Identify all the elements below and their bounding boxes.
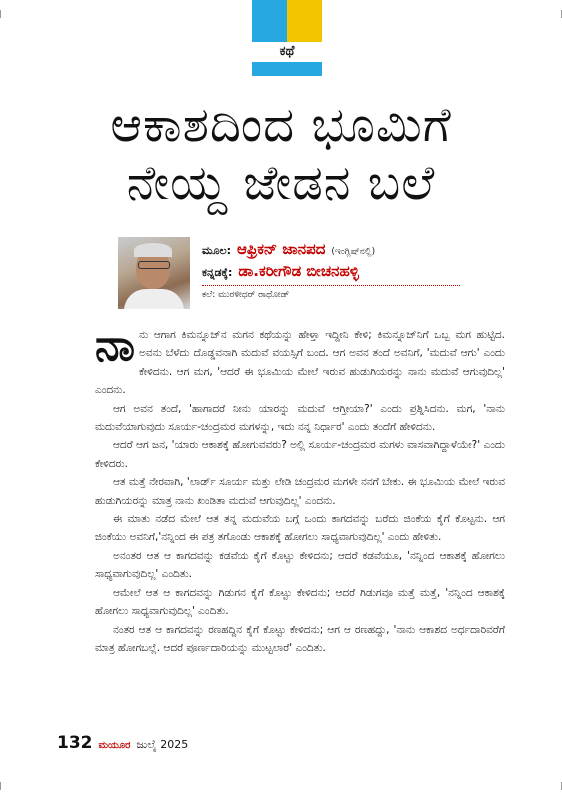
title-line-2: ನೇಯ್ದ ಜೇಡನ ಬಲೆ xyxy=(126,155,436,211)
page-number: 132 xyxy=(57,733,93,753)
translator-row xyxy=(202,262,502,284)
article-body xyxy=(95,320,505,657)
source-value: ಆಫ್ರಿಕನ್ ಜಾನಪದ xyxy=(237,240,326,258)
tag-blue-block xyxy=(252,0,287,42)
paragraph: ನಂತರ ಆತ ಆ ಕಾಗದವನ್ನು ರಣಹದ್ದಿನ ಕೈಗೆ ಕೊಟ್ಟು ಕೇಳಿದನು; ಆಗ ಆ ರಣಹದ್ದು, 'ನಾನು ಆಕಾಶದ ಅರ್ಧದಾರಿವರೆಗೆ ಮಾತ್ರ ಹೋಗಬಲ್ಲೆ. ಆದರೆ ಪೂರ್ಣದಾರಿಯನ್ನು ಮುಟ್ಟಲಾರೆ' ಎಂದಿತು. xyxy=(95,623,505,654)
tag-yellow-block xyxy=(287,0,322,42)
crop-mark xyxy=(0,10,1,18)
paragraph: ಈ ಮಾತು ನಡೆದ ಮೇಲೆ ಆತ ತನ್ನ ಮದುವೆಯ ಬಗ್ಗೆ ಒಂದು ಕಾಗದವನ್ನು ಬರೆದು ಜಿಂಕೆಯ ಕೈಗೆ ಕೊಟ್ಟನು. ಆಗ ಜಿಂಕೆಯು ಅವನಿಗೆ,'ನನ್ನಿಂದ ಈ ಪತ್ರ ತಗೊಂಡು ಆಕಾಶಕ್ಕೆ ಹೋಗಲು ಸಾಧ್ಯವಾಗುವುದಿಲ್ಲ' ಎಂದು ಹೇಳಿತು. xyxy=(95,513,505,544)
crop-mark xyxy=(0,782,1,790)
source-row xyxy=(202,240,502,262)
issue-date: ಜುಲೈ 2025 xyxy=(136,738,189,751)
section-tag xyxy=(252,0,322,78)
section-tag-label: ಕಥೆ xyxy=(252,42,322,62)
credits-block xyxy=(202,240,502,300)
translator-label: ಕನ್ನಡಕ್ಕೆ: xyxy=(202,266,233,279)
author-photo xyxy=(118,237,190,309)
paragraph: ಆಗ ಅವನ ತಂದೆ, 'ಹಾಗಾದರೆ ನೀನು ಯಾರನ್ನು ಮದುವೆ ಆಗ್ತೀಯಾ?' ಎಂದು ಪ್ರಶ್ನಿಸಿದನು. ಮಗ, 'ನಾನು ಮದುವೆಯಾಗುವುದು ಸೂರ್ಯ-ಚಂದ್ರಮರ ಮಗಳನ್ನು, ಇದು ನನ್ನ ನಿರ್ಧಾರ' ಎಂದು ತಂದೆಗೆ ಹೇಳಿದನು. xyxy=(95,402,505,434)
magazine-name: ಮಯೂರ xyxy=(98,740,131,751)
source-note: (ಇಂಗ್ಲಿಷ್‌ನಲ್ಲಿ) xyxy=(331,247,376,257)
artist-credit: ಕಲೆ: ಮುರಳೀಧರ್ ರಾಥೋಡ್ xyxy=(202,290,290,300)
tag-blue-bar xyxy=(252,62,322,76)
page-footer xyxy=(57,733,188,753)
translator-value: ಡಾ.ಕರೀಗೌಡ ಬೀಚನಹಳ್ಳಿ xyxy=(238,262,359,280)
source-label: ಮೂಲ: xyxy=(202,244,232,257)
paragraph: ಆದರೆ ಆಗ ಜನ, 'ಯಾರು ಆಕಾಶಕ್ಕೆ ಹೋಗುವವರು? ಅಲ್ಲಿ ಸೂರ್ಯ-ಚಂದ್ರಮರ ಮಗಳು ವಾಸವಾಗಿದ್ದಾಳೆಯೇ?' ಎಂದು ಕೇಳಿದರು. xyxy=(95,439,505,470)
paragraph: ಅನಂತರ ಆತ ಆ ಕಾಗದವನ್ನು ಕಡವೆಯ ಕೈಗೆ ಕೊಟ್ಟು ಕೇಳಿದನು; ಆದರೆ ಕಡವೆಯೂ, 'ನನ್ನಿಂದ ಆಕಾಶಕ್ಕೆ ಹೋಗಲು ಸಾಧ್ಯವಾಗುವುದಿಲ್ಲ' ಎಂದಿತು. xyxy=(95,549,505,581)
article-title xyxy=(40,96,522,212)
title-line-1: ಆಕಾಶದಿಂದ ಭೂಮಿಗೆ xyxy=(110,97,452,153)
dropcap: ನಾ xyxy=(95,320,135,371)
paragraph: ಆಮೇಲೆ ಆತ ಆ ಕಾಗದವನ್ನು ಗಿಡುಗನ ಕೈಗೆ ಕೊಟ್ಟು ಕೇಳಿದನು; ಆದರೆ ಗಿಡುಗವೂ ಮತ್ತೆ ಮತ್ತೆ, 'ನನ್ನಿಂದ ಆಕಾಶಕ್ಕೆ ಹೋಗಲು ಸಾಧ್ಯವಾಗುವುದಿಲ್ಲ' ಎಂದಿತು. xyxy=(95,586,505,618)
paragraph: ಆತ ಮತ್ತೆ ನೇರವಾಗಿ, 'ಲಾರ್ಡ್ ಸೂರ್ಯ ಮತ್ತು ಲೇಡಿ ಚಂದ್ರಮರ ಮಗಳೇ ನನಗೆ ಬೇಕು. ಈ ಭೂಮಿಯ ಮೇಲೆ ಇರುವ ಹುಡುಗಿಯರನ್ನು ಮಾತ್ರ ನಾನು ಖಂಡಿತಾ ಮದುವೆ ಆಗುವುದಿಲ್ಲ' ಎಂದನು. xyxy=(95,476,505,507)
paragraph: ನಾನು ಆಗಾಗ ಕಿಮನ್ನೂಜ್‌ನ ಮಗನ ಕಥೆಯನ್ನು ಹೇಳ್ತಾ ಇದ್ದೀನಿ ಕೇಳಿ; ಕಿಮನ್ನೂಜ್‌ನಿಗೆ ಒಬ್ಬ ಮಗ ಹುಟ್ಟಿದ. ಅವನು ಬೆಳೆದು ದೊಡ್ಡವನಾಗಿ ಮದುವೆ ವಯಸ್ಸಿಗೆ ಬಂದ. ಆಗ ಅವನ ತಂದೆ ಅವನಿಗೆ, 'ಮದುವೆ ಆಗು' ಎಂದು ಕೇಳಿದನು. ಆಗ ಮಗ, 'ಆದರೆ ಈ ಭೂಮಿಯ ಮೇಲೆ ಇರುವ ಹುಡುಗಿಯರನ್ನು ನಾನು ಮದುವೆ ಆಗುವುದಿಲ್ಲ' ಎಂದನು. xyxy=(95,320,505,397)
credits-divider xyxy=(202,285,460,286)
